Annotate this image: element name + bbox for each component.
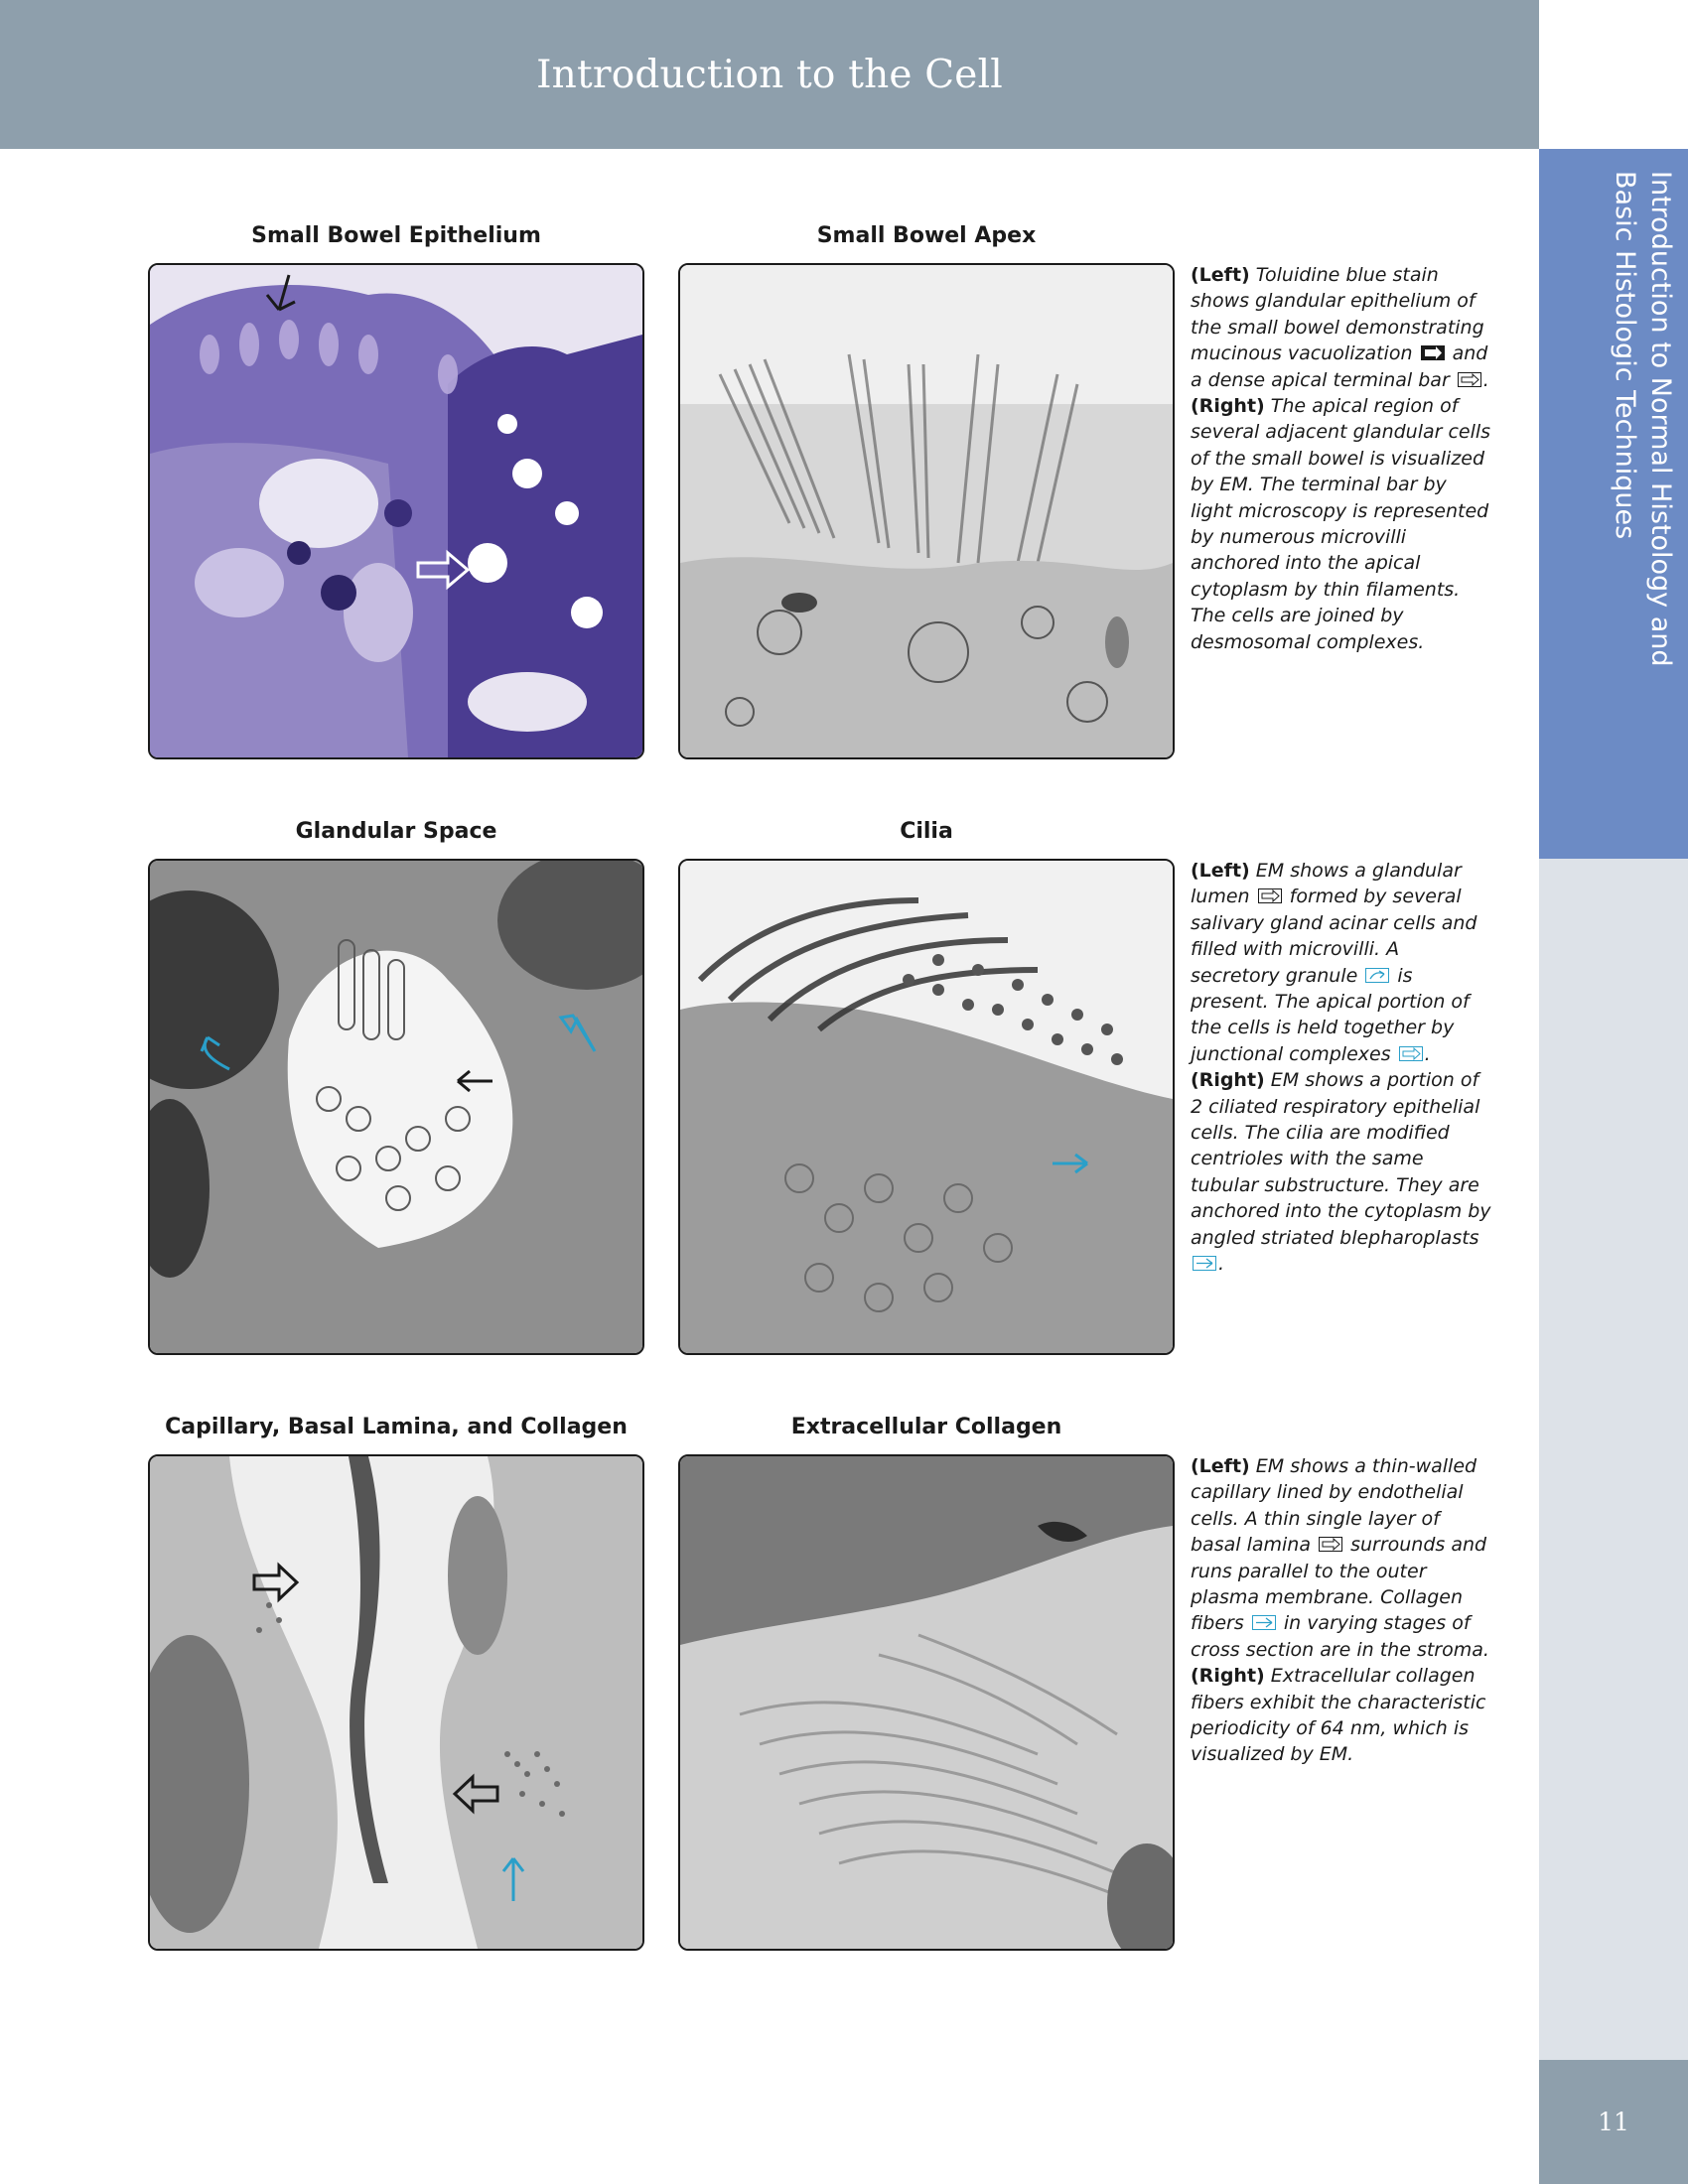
side-rail (1539, 859, 1688, 2060)
caption-right-label: (Right) (1191, 1069, 1265, 1092)
caption-text: EM shows a glandular lumen (1191, 860, 1462, 908)
open-arrow-icon (1458, 372, 1481, 387)
caption-text: Extracellular collagen fibers exhibit the characteristic periodicity of 64 nm, which is visualized by EM. (1191, 1665, 1486, 1766)
caption-left-label: (Left) (1191, 1455, 1250, 1477)
page-title: Introduction to the Cell (536, 52, 1003, 97)
caption-text: surrounds and runs parallel to the outer plasma membrane. Collagen fibers (1191, 1534, 1487, 1635)
caption-text: . (1424, 1042, 1431, 1065)
solid-arrow-icon (1421, 345, 1445, 360)
caption-text: in varying stages of cross section are in the stroma. (1191, 1612, 1489, 1661)
caption-left-label: (Left) (1191, 264, 1250, 286)
open-arrow-icon (1319, 1537, 1342, 1552)
teal-arrow-icon (1193, 1256, 1216, 1271)
caption-text: Toluidine blue stain shows glandular epithelium of the small bowel demonstrating mucinous vacuolization (1191, 264, 1484, 365)
caption-row-2 (1191, 858, 1493, 1278)
curved-arrow-icon (1365, 968, 1389, 983)
caption-text: . (1482, 368, 1489, 391)
caption-text: is present. The apical portion of the cells is held together by junctional complexes (1191, 964, 1470, 1065)
caption-text: . (1218, 1253, 1225, 1276)
caption-right-label: (Right) (1191, 395, 1265, 418)
panel-title-cilia: Cilia (900, 819, 953, 844)
page-footer-tab (1539, 2060, 1688, 2184)
panel-title-glandular-space: Glandular Space (295, 819, 497, 844)
caption-row-1 (1191, 262, 1493, 655)
figure-extracellular-collagen (678, 1454, 1175, 1951)
figure-small-bowel-apex (678, 263, 1175, 759)
page-header (0, 0, 1539, 149)
panel-title-capillary: Capillary, Basal Lamina, and Collagen (165, 1415, 628, 1439)
caption-text: The apical region of several adjacent glandular cells of the small bowel is visualized by EM. The terminal bar by light microscopy is represented by numerous microvilli anchored into the apical cytoplasm by thin filaments. The cells are joined by desmosomal complexes. (1191, 395, 1491, 653)
teal-arrow-icon (1399, 1046, 1423, 1061)
caption-text: EM shows a portion of 2 ciliated respiratory epithelial cells. The cilia are modified centrioles with the same tubular substructure. They are anchored into the cytoplasm by angled striated blepharoplasts (1191, 1069, 1491, 1249)
caption-row-3 (1191, 1453, 1493, 1768)
caption-text: formed by several salivary gland acinar cells and filled with microvilli. A secretory granule (1191, 886, 1477, 987)
caption-left-label: (Left) (1191, 860, 1250, 882)
caption-right-label: (Right) (1191, 1665, 1265, 1688)
page-number: 11 (1598, 2108, 1629, 2136)
open-arrow-icon (1258, 888, 1282, 903)
figure-cilia (678, 859, 1175, 1355)
figure-glandular-space (148, 859, 644, 1355)
figure-capillary (148, 1454, 644, 1951)
panel-title-small-bowel-apex: Small Bowel Apex (816, 223, 1037, 248)
caption-text: and a dense apical terminal bar (1191, 342, 1488, 391)
panel-title-small-bowel-epithelium: Small Bowel Epithelium (251, 223, 541, 248)
figure-small-bowel-epithelium (148, 263, 644, 759)
side-rail-top (1539, 0, 1688, 149)
teal-arrow-icon (1252, 1615, 1276, 1630)
panel-title-extracellular-collagen: Extracellular Collagen (790, 1415, 1062, 1439)
side-chapter-label: Introduction to Normal Histology and Basic Histologic Techniques (1610, 171, 1676, 667)
caption-text: EM shows a thin-walled capillary lined by endothelial cells. A thin single layer of basal lamina (1191, 1455, 1477, 1557)
